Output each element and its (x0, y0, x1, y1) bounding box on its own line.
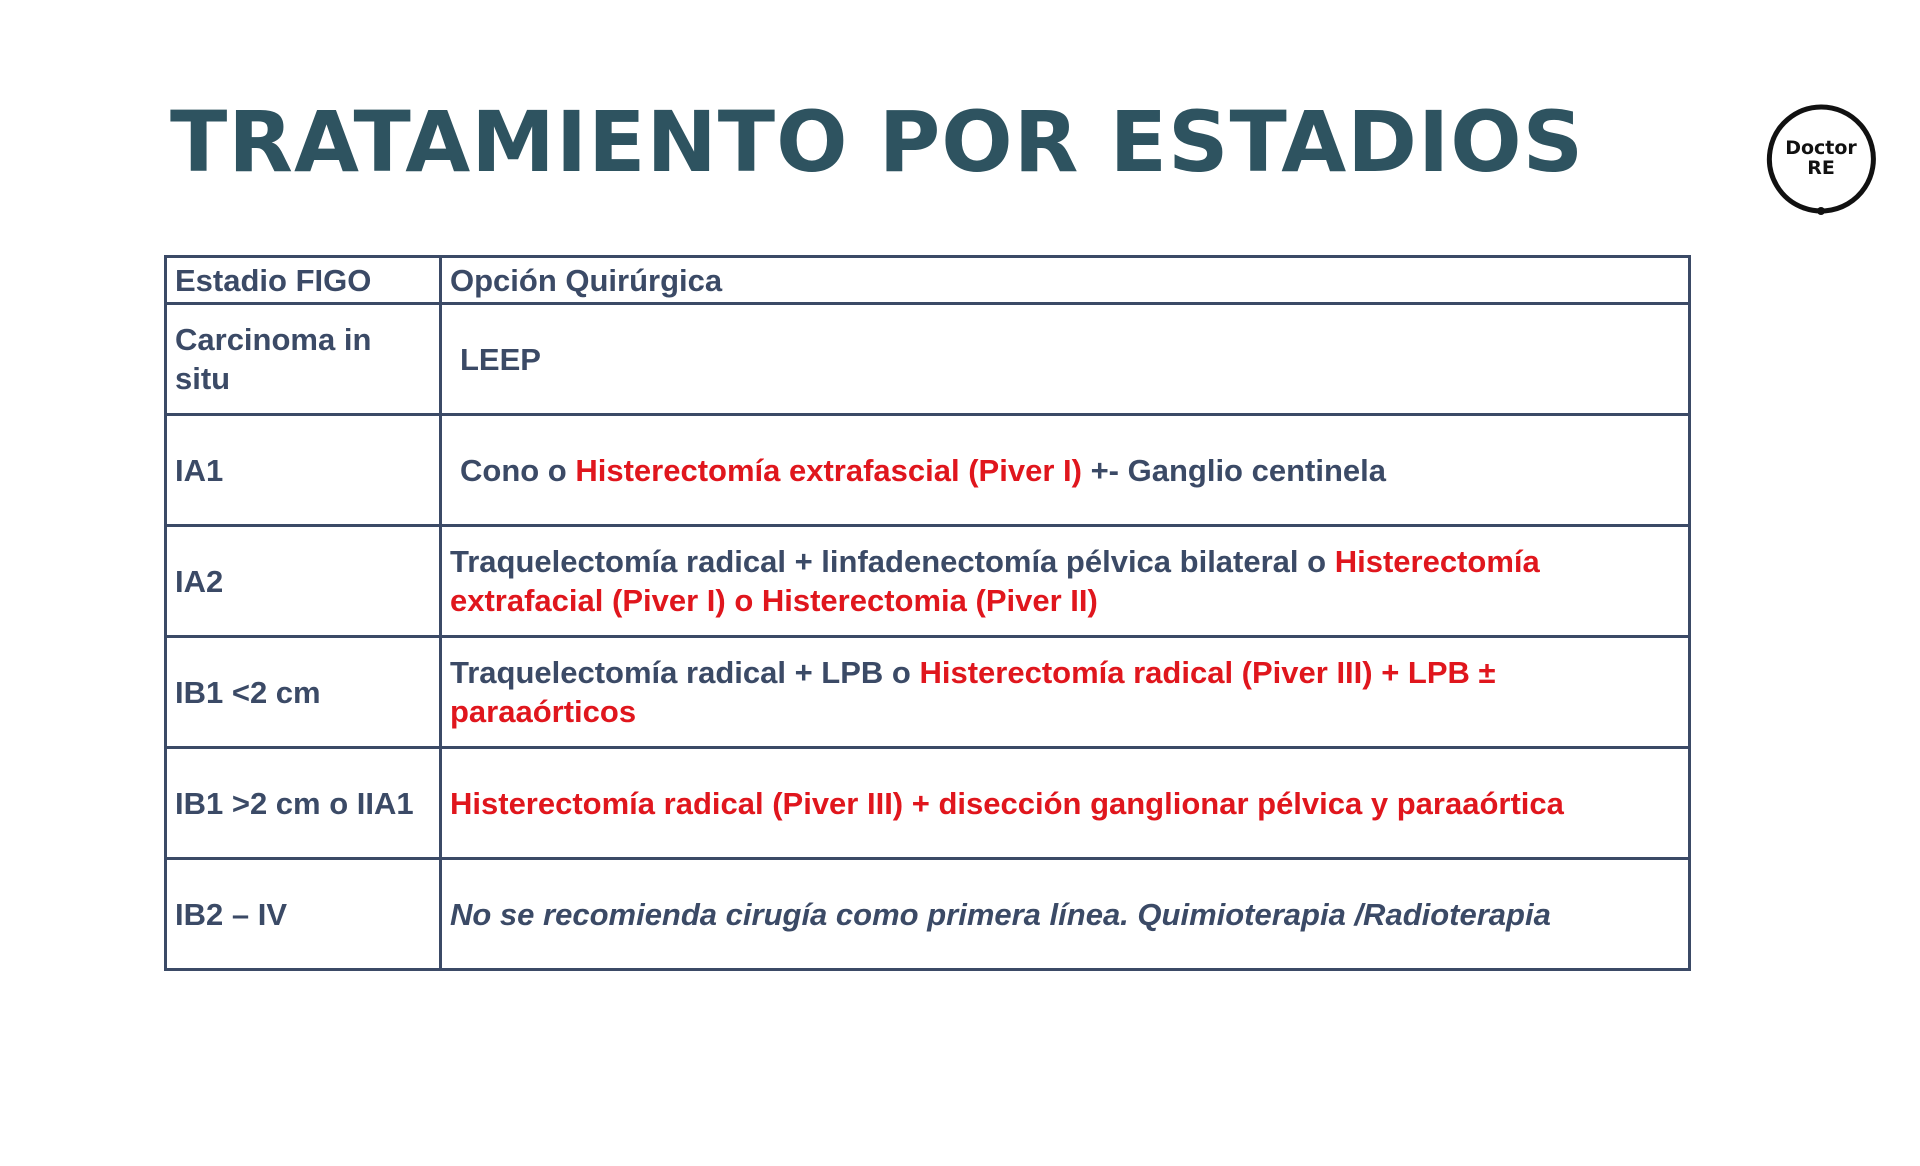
option-text: +- Ganglio centinela (1081, 452, 1386, 488)
option-text-highlight: Histerectomía radical (Piver III) + disección ganglionar pélvica y paraaórtica (450, 785, 1564, 821)
option-text: LEEP (460, 341, 541, 377)
option-text: Traquelectomía radical + linfadenectomía pélvica bilateral o (450, 544, 1335, 579)
page-title: TRATAMIENTO POR ESTADIOS (170, 93, 1585, 191)
table-row (166, 748, 1690, 859)
logo-line-1: Doctor (1785, 137, 1857, 159)
header-option: Opción Quirúrgica (441, 257, 1690, 304)
option-text: Traquelectomía radical + LPB o (450, 655, 920, 690)
stage-cell: IA2 (166, 526, 441, 637)
option-cell (441, 859, 1690, 970)
table-row (166, 304, 1690, 415)
option-cell (441, 637, 1690, 748)
table-row (166, 526, 1690, 637)
table-row (166, 637, 1690, 748)
header-stage: Estadio FIGO (166, 257, 441, 304)
table-row (166, 415, 1690, 526)
doctor-re-logo (1764, 102, 1878, 216)
logo-line-2: RE (1807, 157, 1835, 179)
table-header-row (166, 257, 1690, 304)
table-row (166, 859, 1690, 970)
option-text: Cono o (460, 452, 576, 488)
stage-cell: IB1 <2 cm (166, 637, 441, 748)
option-text-highlight: Histerectomía extrafacial (Piver I) o Histerectomia (Piver II) (450, 544, 1540, 618)
option-text-highlight: Histerectomía extrafascial (Piver I) (575, 452, 1082, 488)
stage-treatment-table (164, 255, 1691, 971)
option-cell (441, 304, 1690, 415)
stage-cell: IB1 >2 cm o IIA1 (166, 748, 441, 859)
option-text-highlight: Histerectomía radical (Piver III) + LPB ± paraaórticos (450, 655, 1496, 729)
option-cell (441, 415, 1690, 526)
stage-cell: IB2 – IV (166, 859, 441, 970)
option-cell (441, 748, 1690, 859)
option-cell (441, 526, 1690, 637)
stage-cell: IA1 (166, 415, 441, 526)
stage-cell: Carcinoma in situ (166, 304, 441, 415)
option-text-italic: No se recomienda cirugía como primera línea. Quimioterapia /Radioterapia (450, 896, 1551, 932)
